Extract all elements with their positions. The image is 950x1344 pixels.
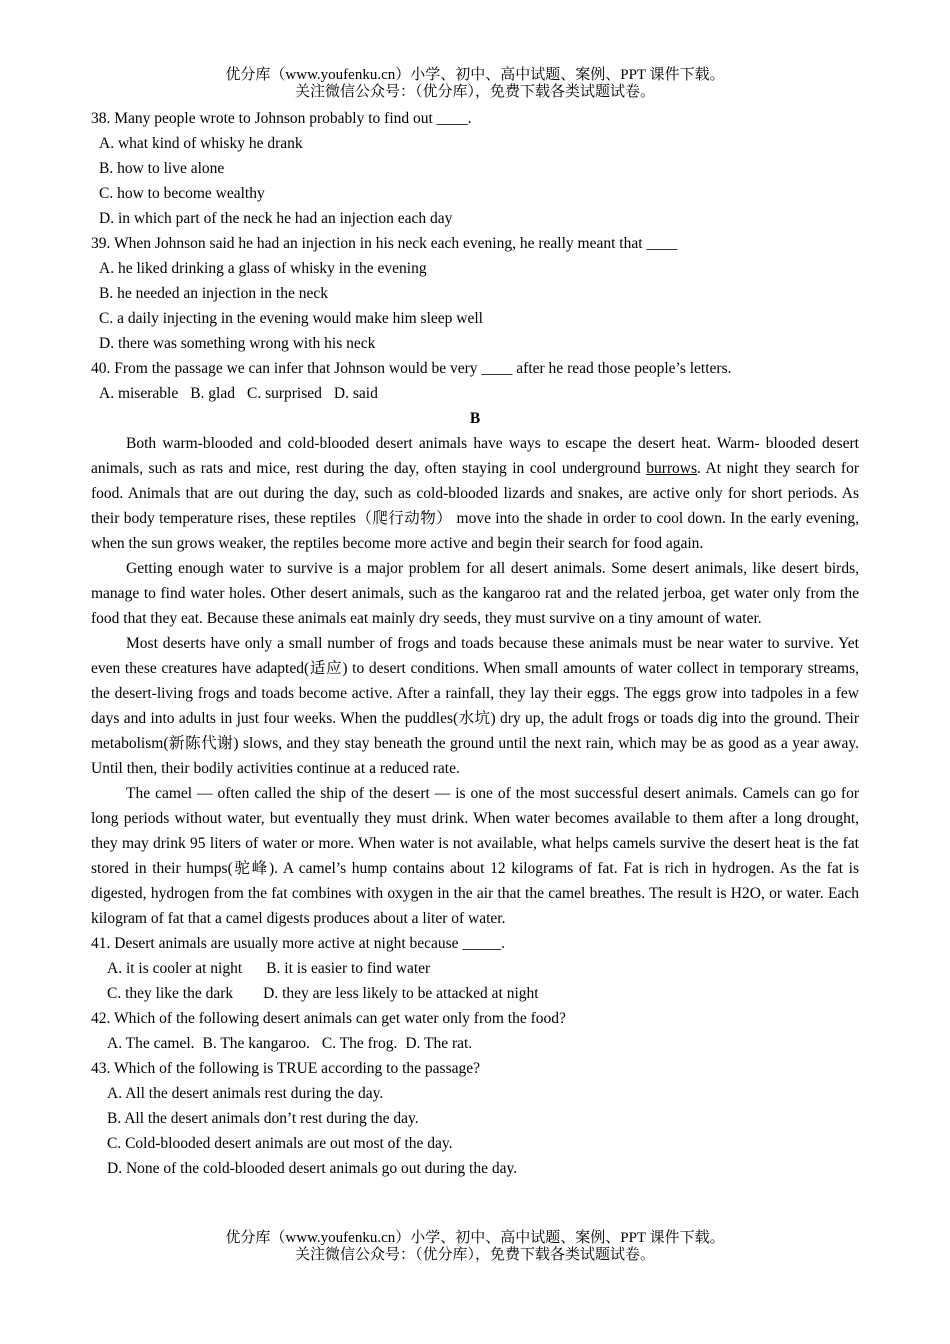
question-42-options (91, 1031, 859, 1056)
question-40-option-a: A. miserable (99, 385, 179, 402)
section-heading-b: B (469, 410, 481, 427)
passage-paragraph-4: The camel — often called the ship of the desert — is one of the most successful desert animals. Camels can go for long periods without water, but eventually they must drink. When water becomes available to them after a long drought, they may drink 95 liters of water or more. When water is not available, what helps camels survive the desert heat is the fat stored in their humps(驼峰). A camel’s hump contains about 12 kilograms of fat. Fat is rich in hydrogen. As the fat is digested, hydrogen from the fat combines with oxygen in the air that the camel breathes. The result is H2O, or water. Each kilogram of fat that a camel digests produces about a liter of water. (91, 785, 859, 927)
question-39-stem: 39. When Johnson said he had an injection in his neck each evening, he really meant that ____ (91, 235, 678, 252)
question-38-option-a: A. what kind of whisky he drank (99, 135, 303, 152)
question-41-options-row-2 (91, 981, 859, 1006)
question-40-option-c: C. surprised (246, 385, 322, 402)
question-39-option-c: C. a daily injecting in the evening would make him sleep well (99, 310, 483, 327)
question-41-option-c: C. they like the dark (107, 985, 234, 1002)
passage-paragraph-1 (91, 431, 859, 556)
question-43-option-d: D. None of the cold-blooded desert animals go out during the day. (107, 1160, 518, 1177)
footer-line-1: 优分库（www.youfenku.cn）小学、初中、高中试题、案例、PPT 课件下载。 (225, 1230, 725, 1246)
question-38-option-c: C. how to become wealthy (99, 185, 265, 202)
underlined-word-burrows: burrows (646, 460, 698, 477)
question-41-stem: 41. Desert animals are usually more active at night because _____. (91, 935, 506, 952)
header-line-2: 关注微信公众号：（优分库），免费下载各类试题试卷。 (294, 84, 655, 100)
question-40-options (91, 381, 859, 406)
question-41-options-row-1 (91, 956, 859, 981)
question-42-option-b: B. The kangaroo. (202, 1035, 310, 1052)
question-40-option-b: B. glad (190, 385, 235, 402)
question-38-stem: 38. Many people wrote to Johnson probably to find out ____. (91, 110, 472, 127)
question-39-option-d: D. there was something wrong with his neck (99, 335, 376, 352)
question-38-option-d: D. in which part of the neck he had an injection each day (99, 210, 453, 227)
paragraph-1-text-start: Both warm-blooded and cold-blooded desert animals have ways to escape the desert heat. Warm- blooded desert animals, such as rats and mice, rest during the day, often staying in cool underground (91, 435, 859, 477)
document-body (91, 106, 859, 1181)
question-43-stem: 43. Which of the following is TRUE according to the passage? (91, 1060, 480, 1077)
paragraph-1-text-end: . At night they search for food. Animals that are out during the day, such as cold-blooded lizards and snakes, are active only for short periods. As their body temperature rises, these reptiles（爬行动物） move into the shade in order to cool down. In the early evening, when the sun grows weaker, the reptiles become more active and begin their search for food again. (91, 460, 859, 552)
page-header (0, 67, 950, 101)
question-39-option-b: B. he needed an injection in the neck (99, 285, 328, 302)
question-41-option-d: D. they are less likely to be attacked at night (263, 985, 539, 1002)
question-42-option-c: C. The frog. (321, 1035, 398, 1052)
question-43-option-c: C. Cold-blooded desert animals are out most of the day. (107, 1135, 453, 1152)
question-43-option-a: A. All the desert animals rest during the day. (107, 1085, 384, 1102)
question-39-option-a: A. he liked drinking a glass of whisky in the evening (99, 260, 427, 277)
question-41-option-b: B. it is easier to find water (266, 960, 431, 977)
question-40-stem: 40. From the passage we can infer that Johnson would be very ____ after he read those people’s letters. (91, 360, 732, 377)
question-40-option-d: D. said (333, 385, 378, 402)
header-line-1: 优分库（www.youfenku.cn）小学、初中、高中试题、案例、PPT 课件下载。 (225, 67, 725, 83)
question-41-option-a: A. it is cooler at night (107, 960, 243, 977)
question-43-option-b: B. All the desert animals don’t rest during the day. (107, 1110, 419, 1127)
question-42-option-d: D. The rat. (405, 1035, 473, 1052)
question-38-option-b: B. how to live alone (99, 160, 225, 177)
question-42-option-a: A. The camel. (107, 1035, 195, 1052)
footer-line-2: 关注微信公众号：（优分库），免费下载各类试题试卷。 (294, 1247, 655, 1263)
passage-paragraph-2: Getting enough water to survive is a major problem for all desert animals. Some desert animals, like desert birds, manage to find water holes. Other desert animals, such as the kangaroo rat and the related jerboa, get water only from the food that they eat. Because these animals eat mainly dry seeds, they must survive on a tiny amount of water. (91, 560, 859, 627)
question-42-stem: 42. Which of the following desert animals can get water only from the food? (91, 1010, 566, 1027)
passage-paragraph-3: Most deserts have only a small number of frogs and toads because these animals must be near water to survive. Yet even these creatures have adapted(适应) to desert conditions. When small amounts of water collect in temporary streams, the desert-living frogs and toads become active. After a rainfall, they lay their eggs. The eggs grow into tadpoles in a few days and into adults in just four weeks. When the puddles(水坑) dry up, the adult frogs or toads dig into the ground. Their metabolism(新陈代谢) slows, and they stay beneath the ground until the next rain, which may be as good as a year away. Until then, their bodily activities continue at a reduced rate. (91, 635, 859, 777)
page-footer (0, 1230, 950, 1264)
